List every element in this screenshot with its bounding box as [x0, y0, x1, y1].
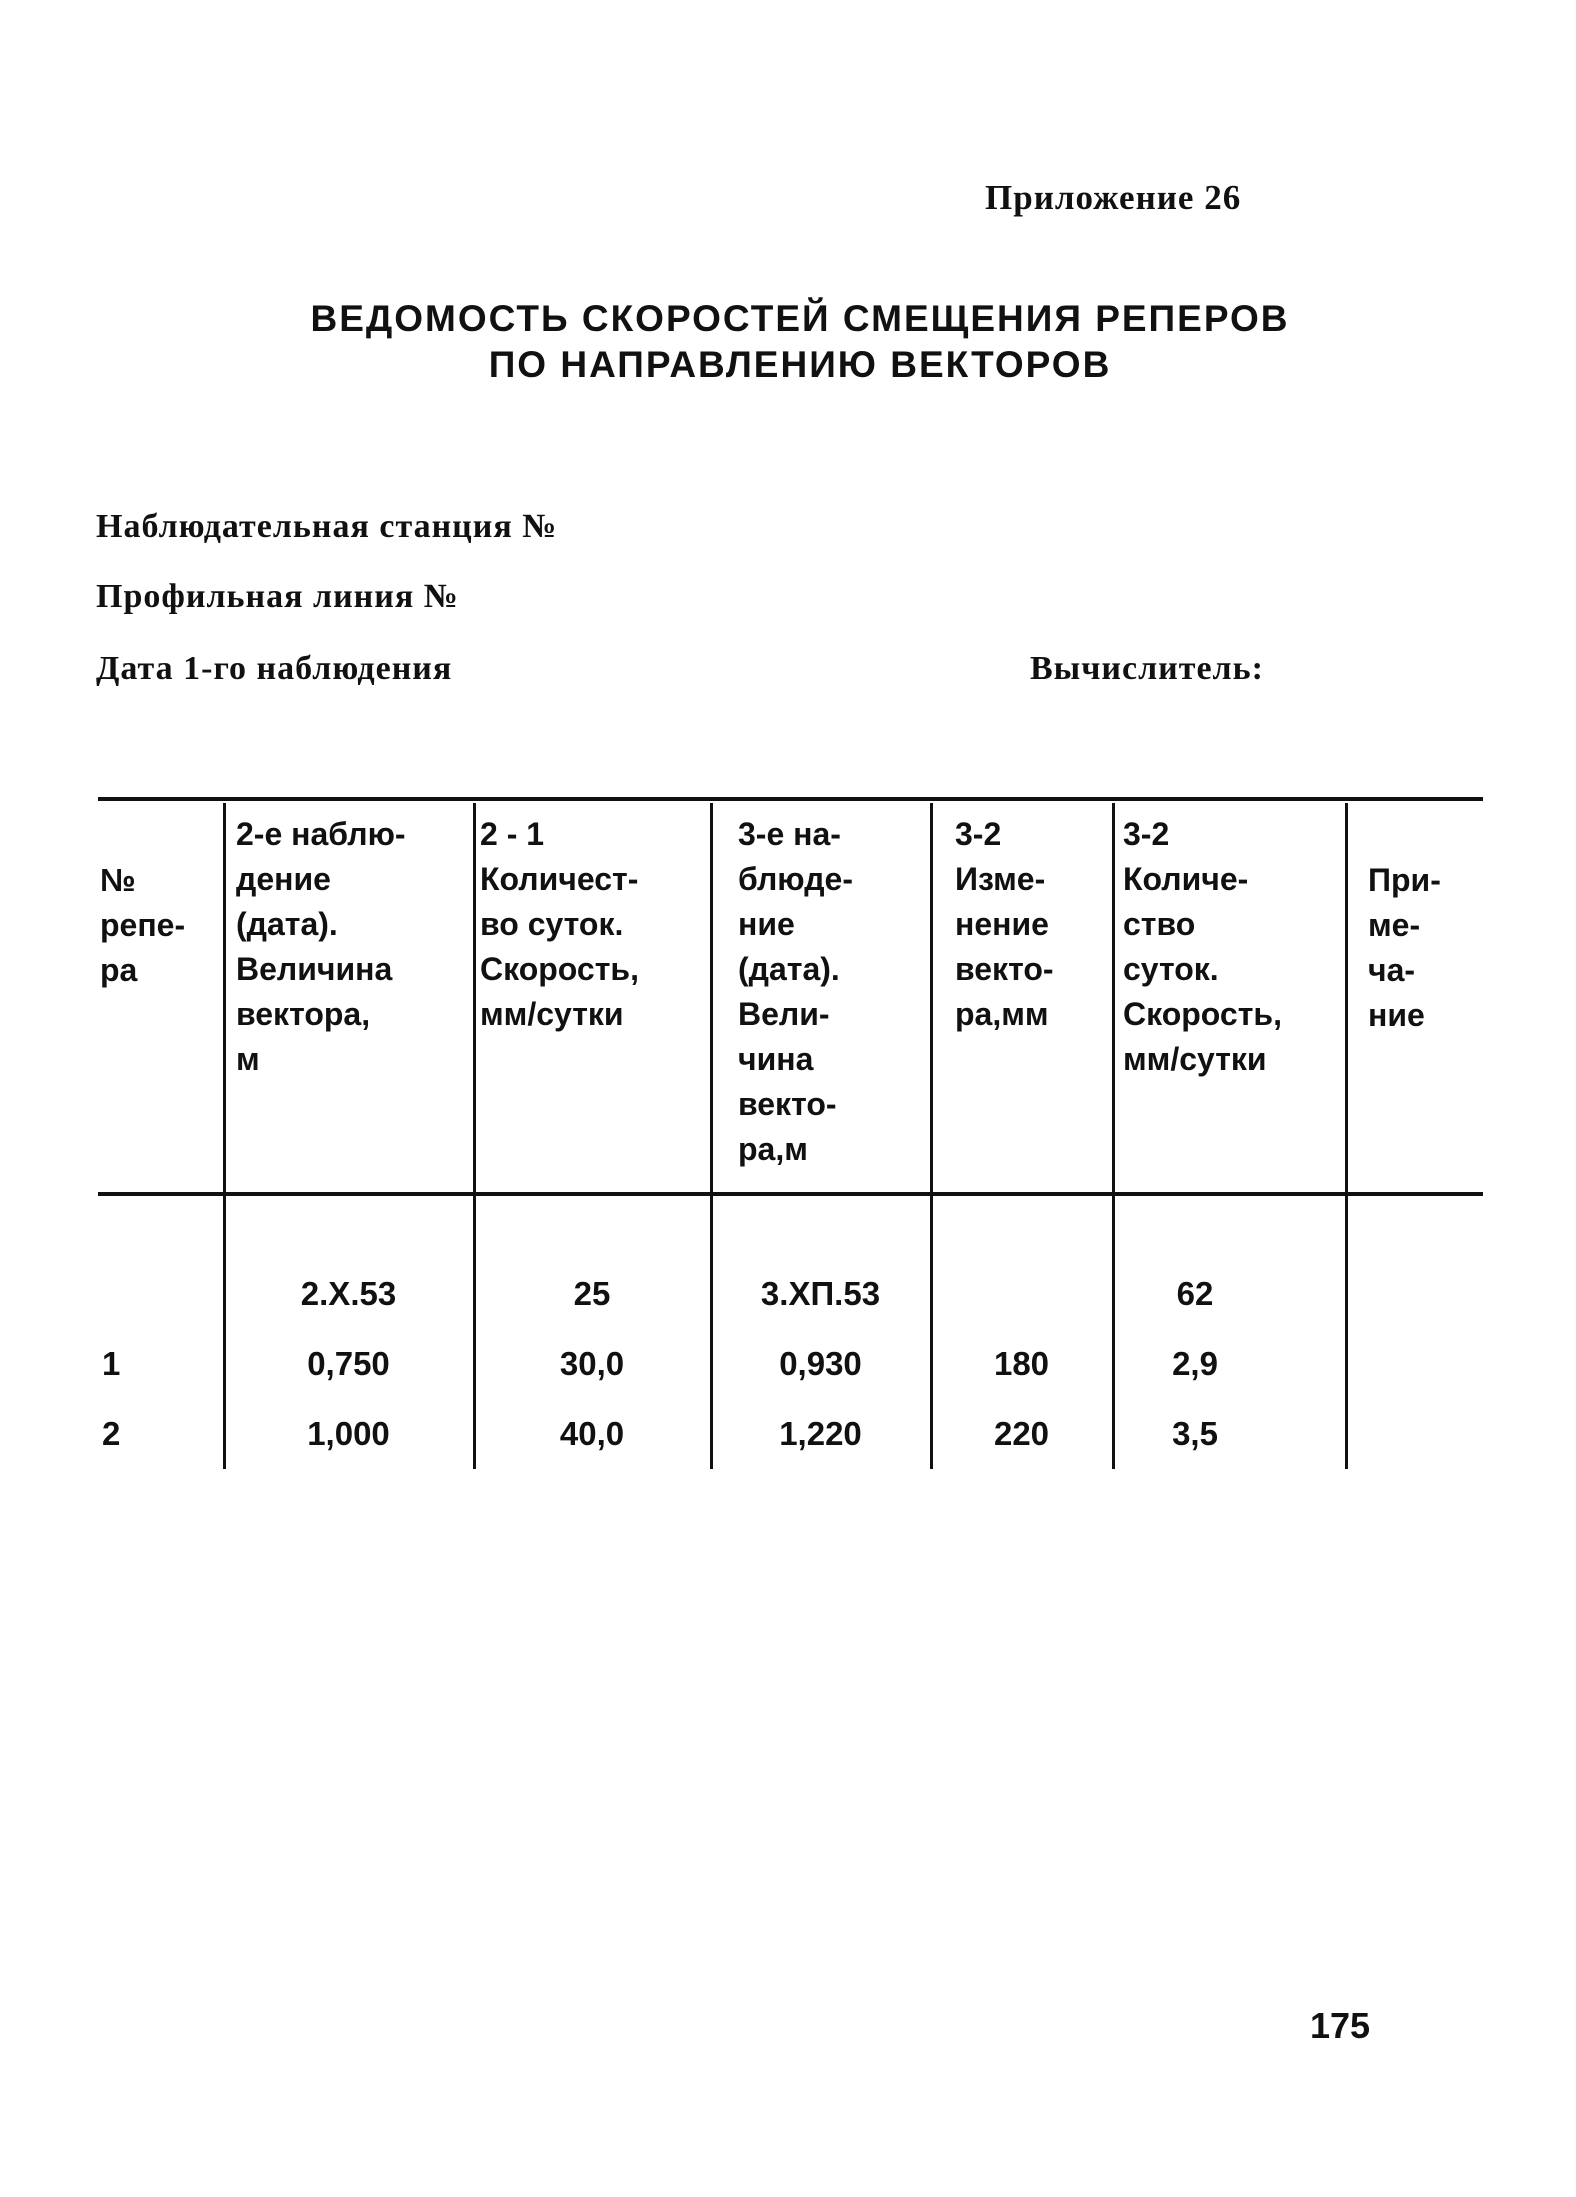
table-cell: 0,750: [307, 1345, 390, 1382]
table-cell: 1,220: [779, 1415, 862, 1452]
column-divider: [1345, 803, 1348, 1469]
profile-line-field: Профильная линия №: [96, 578, 459, 615]
header-note: При- ме- ча- ние: [1368, 862, 1441, 1033]
table-cell: 25: [573, 1275, 611, 1312]
table-cell: 62: [1176, 1275, 1214, 1312]
station-field: Наблюдательная станция №: [96, 508, 558, 545]
header-third-observation: 3-е на- блюде- ние (дата). Вели- чина векто- ра,м: [738, 816, 853, 1167]
table-cell: 3,5: [1172, 1415, 1218, 1452]
table-cell: 2.X.53: [300, 1275, 397, 1312]
appendix-label: Приложение 26: [985, 178, 1242, 217]
table-cell: 40,0: [559, 1415, 625, 1452]
table-cell: 1,000: [307, 1415, 390, 1452]
table-cell: 30,0: [559, 1345, 625, 1382]
calculator-field: Вычислитель:: [1030, 650, 1264, 687]
table-header-rule: [98, 1192, 1483, 1196]
header-vector-change-3-2: 3-2 Изме- нение векто- ра,мм: [955, 816, 1054, 1032]
table-row-number: 2: [102, 1415, 121, 1452]
table-cell: 2,9: [1172, 1345, 1218, 1382]
table-cell: 3.XП.53: [760, 1275, 881, 1312]
header-second-observation: 2-е наблю- дение (дата). Величина вектора, м: [236, 816, 406, 1077]
header-days-speed-2-1: 2 - 1 Количест- во суток. Скорость, мм/сутки: [480, 816, 639, 1032]
header-benchmark-no: № репе- ра: [100, 862, 186, 988]
table-cell: 220: [993, 1415, 1050, 1452]
page-number: 175: [1310, 2005, 1371, 2046]
document-title-line-1: ВЕДОМОСТЬ СКОРОСТЕЙ СМЕЩЕНИЯ РЕПЕРОВ: [310, 298, 1290, 339]
header-days-speed-3-2: 3-2 Количе- ство суток. Скорость, мм/сутки: [1123, 816, 1282, 1077]
table-top-rule: [98, 797, 1483, 801]
first-observation-date-field: Дата 1-го наблюдения: [96, 650, 453, 687]
table-row-number: 1: [102, 1345, 121, 1382]
table-cell: 0,930: [779, 1345, 862, 1382]
document-title-line-2: ПО НАПРАВЛЕНИЮ ВЕКТОРОВ: [488, 344, 1112, 385]
table-cell: 180: [993, 1345, 1050, 1382]
